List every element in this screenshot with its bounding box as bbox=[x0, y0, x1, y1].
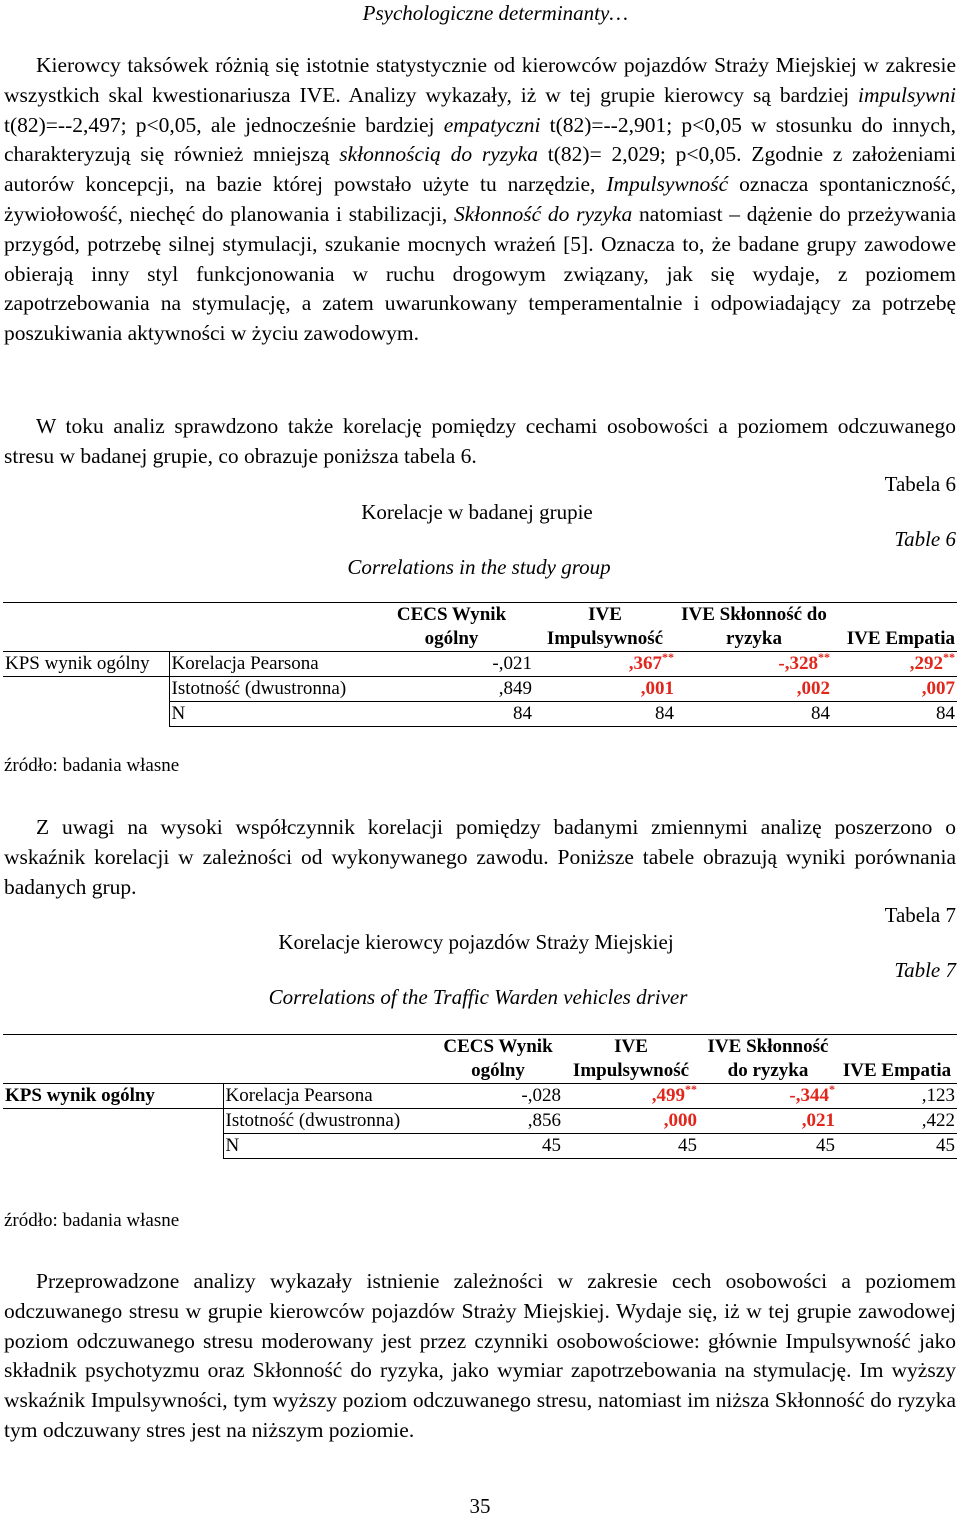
t7-header-sklonnosc: IVE Skłonność do ryzyka bbox=[699, 1035, 837, 1084]
t6-cell: 84 bbox=[534, 702, 676, 727]
t7-stat-pearson: Korelacja Pearsona bbox=[223, 1084, 433, 1109]
t7-stat-istotnosc: Istotność (dwustronna) bbox=[223, 1109, 433, 1134]
paragraph-1: Kierowcy taksówek różnią się istotnie statystycznie od kierowców pojazdów Straży Miejskiej w zakresie wszystkich skal kwestionariusza IVE. Analizy wykazały, iż w tej grupie kierowcy są bardziej impulsywni t(82)=--2,497; p<0,05, ale jednocześnie bardziej empatyczni t(82)=--2,901; p<0,05 w stosunku do innych, charakteryzują się również mniejszą skłonnością do ryzyka t(82)= 2,029; p<0,05. Zgodnie z założeniami autorów koncepcji, na bazie której powstało użyte tu narzędzie, Impulsywność oznacza spontaniczność, żywiołowość, niechęć do planowania i stabilizacji, Skłonność do ryzyka natomiast – dążenie do przeżywania przygód, potrzebę silnej stymulacji, szukanie mocnych wrażeń [5]. Oznacza to, że badane grupy zawodowe obierają inny styl funkcjonowania w ruchu drogowym związany, jak się wydaje, z poziomem zapotrzebowania na stymulację, a zatem uwarunkowany temperamentalnie i odpowiadający za potrzebę poszukiwania aktywności w życiu zawodowym. bbox=[4, 53, 956, 346]
table6-label-en: Table 6 bbox=[894, 527, 956, 551]
paragraph-2: W toku analiz sprawdzono także korelację pomiędzy cechami osobowości a poziomem odczuwanego stresu w badanej grupie, co obrazuje poniższa tabela 6. bbox=[4, 414, 956, 468]
t6-cell: -,021 bbox=[369, 652, 534, 677]
t6-header-impulsywnosc: IVE Impulsywność bbox=[534, 603, 676, 652]
page-number: 35 bbox=[469, 1494, 491, 1518]
t6-cell: ,007 bbox=[832, 677, 957, 702]
table7-title-en: Correlations of the Traffic Warden vehicles driver bbox=[268, 985, 688, 1009]
t7-cell: ,422 bbox=[837, 1109, 957, 1134]
t6-cell: ,292** bbox=[832, 652, 957, 677]
t6-cell: -,328** bbox=[676, 652, 832, 677]
t6-cell: ,002 bbox=[676, 677, 832, 702]
t7-cell: 45 bbox=[433, 1134, 563, 1159]
table-7 bbox=[3, 1034, 957, 1159]
t7-stat-n: N bbox=[223, 1134, 433, 1159]
running-header: Psychologiczne determinanty… bbox=[362, 1, 628, 25]
t7-row-label: KPS wynik ogólny bbox=[3, 1084, 223, 1109]
t7-cell: 45 bbox=[563, 1134, 699, 1159]
t7-header-cecs: CECS Wynik ogólny bbox=[433, 1035, 563, 1084]
t6-cell: 84 bbox=[676, 702, 832, 727]
t7-cell: ,123 bbox=[837, 1084, 957, 1109]
table7-title: Korelacje kierowcy pojazdów Straży Miejskiej bbox=[278, 930, 674, 954]
t7-cell: ,499** bbox=[563, 1084, 699, 1109]
t6-stat-istotnosc: Istotność (dwustronna) bbox=[169, 677, 369, 702]
table7-label: Tabela 7 bbox=[884, 903, 956, 927]
t6-row-label: KPS wynik ogólny bbox=[3, 652, 169, 677]
table7-source: źródło: badania własne bbox=[4, 1210, 180, 1231]
t7-header-empatia: IVE Empatia bbox=[837, 1035, 957, 1084]
t6-header-empatia: IVE Empatia bbox=[832, 603, 957, 652]
t6-stat-n: N bbox=[169, 702, 369, 727]
t7-cell: ,021 bbox=[699, 1109, 837, 1134]
table6-title-en: Correlations in the study group bbox=[347, 555, 611, 579]
t6-header-sklonnosc: IVE Skłonność do ryzyka bbox=[676, 603, 832, 652]
t7-cell: 45 bbox=[837, 1134, 957, 1159]
t7-header-impulsywnosc: IVE Impulsywność bbox=[563, 1035, 699, 1084]
table6-title: Korelacje w badanej grupie bbox=[361, 500, 593, 524]
t6-cell: 84 bbox=[832, 702, 957, 727]
t6-cell: 84 bbox=[369, 702, 534, 727]
paragraph-3: Z uwagi na wysoki współczynnik korelacji pomiędzy badanymi zmiennymi analizę poszerzono o wskaźnik korelacji w zależności od wykonywanego zawodu. Poniższe tabele obrazują wyniki porównania badanych grup. bbox=[4, 815, 956, 899]
t6-cell: ,367** bbox=[534, 652, 676, 677]
t7-cell: ,000 bbox=[563, 1109, 699, 1134]
paragraph-4: Przeprowadzone analizy wykazały istnienie zależności w zakresie cech osobowości a poziomem odczuwanego stresu w grupie kierowców pojazdów Straży Miejskiej. Wydaje się, iż w tej grupie zawodowej poziom odczuwanego stresu moderowany jest przez czynniki osobowościowe: głównie Impulsywność jako składnik psychotyzmu oraz Skłonność do ryzyka, jako wymiar zapotrzebowania na stymulację. Im wyższy wskaźnik Impulsywności, tym wyższy poziom odczuwanego stresu, natomiast im niższa Skłonność do ryzyka tym odczuwany stres jest na niższym poziomie. bbox=[4, 1269, 956, 1442]
table6-label: Tabela 6 bbox=[884, 472, 956, 496]
t6-cell: ,849 bbox=[369, 677, 534, 702]
table6-source: źródło: badania własne bbox=[4, 755, 180, 776]
t7-cell: ,856 bbox=[433, 1109, 563, 1134]
t7-cell: -,028 bbox=[433, 1084, 563, 1109]
t7-cell: 45 bbox=[699, 1134, 837, 1159]
t7-cell: -,344* bbox=[699, 1084, 837, 1109]
t6-cell: ,001 bbox=[534, 677, 676, 702]
table7-label-en: Table 7 bbox=[894, 958, 956, 982]
t6-header-cecs: CECS Wynik ogólny bbox=[369, 603, 534, 652]
table-6 bbox=[3, 602, 957, 727]
t6-stat-pearson: Korelacja Pearsona bbox=[169, 652, 369, 677]
